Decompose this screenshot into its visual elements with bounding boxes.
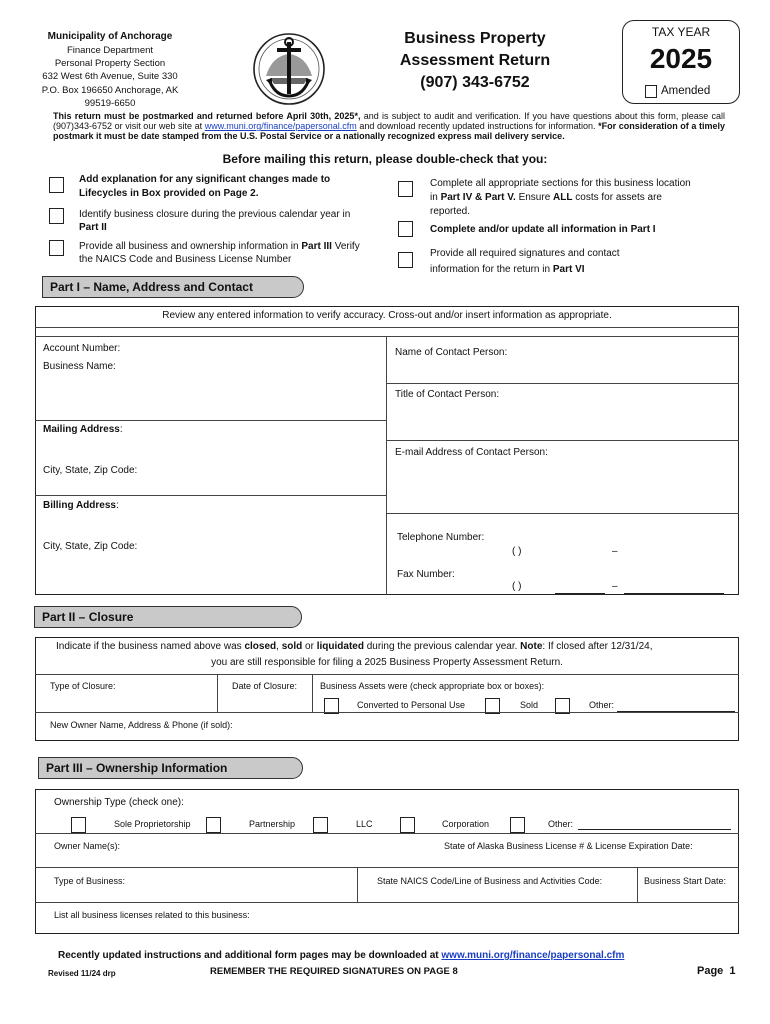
checklist-checkbox[interactable] <box>49 177 64 193</box>
other-ownership-label: Other: <box>548 819 574 829</box>
divider <box>386 336 387 595</box>
new-owner-label: New Owner Name, Address & Phone (if sold): <box>50 720 233 730</box>
part3-title: Part III – Ownership Information <box>38 757 303 779</box>
divider <box>35 712 739 713</box>
intro-postmark-note: *For consideration of a timely postmark it must be date stamped from the U.S. Postal Service or a nationally recognized express mail delivery service. <box>53 121 725 142</box>
part1-title: Part I – Name, Address and Contact <box>42 276 304 298</box>
telephone-label: Telephone Number: <box>397 532 485 543</box>
type-of-closure-label: Type of Closure: <box>50 681 116 691</box>
ownership-type-label: Ownership Type (check one): <box>54 797 184 808</box>
divider <box>637 867 638 902</box>
part2-instr-text: : If closed after 12/31/24, <box>542 641 653 652</box>
part2-instructions <box>56 641 726 652</box>
divider <box>386 513 739 514</box>
checklist-item-text: Provide all required signatures and contact information for the return in <box>430 248 620 275</box>
address-line: Finance Department <box>66 45 154 56</box>
part2-title: Part II – Closure <box>34 606 302 628</box>
converted-label: Converted to Personal Use <box>357 700 466 710</box>
checklist-item-text: Provide all business and ownership information in <box>79 241 302 252</box>
telephone-area-code: ( ) <box>512 546 522 557</box>
tax-year-value: 2025 <box>649 43 713 74</box>
start-date-label: Business Start Date: <box>644 876 727 886</box>
fax-line <box>624 593 724 594</box>
form-title-line: Assessment Return <box>399 52 551 69</box>
part2-instr-text: during the previous calendar year. <box>363 641 521 652</box>
anchor-seal-icon <box>252 32 326 106</box>
contact-title-label: Title of Contact Person: <box>395 389 500 400</box>
checklist-item-emph: Part VI <box>552 264 585 275</box>
form-title <box>380 28 570 94</box>
llc-label: LLC <box>356 819 373 829</box>
divider <box>35 327 739 328</box>
revised-label: Revised 11/24 drp <box>48 969 116 978</box>
fax-dash: – <box>612 581 618 592</box>
checklist-item-emph: Part IV & Part V. <box>440 192 516 203</box>
checklist-checkbox[interactable] <box>49 240 64 256</box>
sep: or <box>302 641 317 652</box>
intro-deadline: This return must be postmarked and returned before April 30th, 2025*, <box>53 111 361 121</box>
checklist-item <box>79 241 369 266</box>
checklist-item-text: Ensure <box>515 192 554 203</box>
checklist-heading: Before mailing this return, please double-check that you: <box>222 152 548 166</box>
checklist-item-text: Complete all appropriate sections for this business location in <box>430 178 691 203</box>
fax-line <box>555 593 605 594</box>
sold-word: sold <box>281 641 303 652</box>
signatures-reminder: REMEMBER THE REQUIRED SIGNATURES ON PAGE 8 <box>210 966 458 977</box>
account-number-label: Account Number: <box>43 343 121 354</box>
mailing-address-text: Mailing Address <box>43 424 120 435</box>
part2-instructions-line2: you are still responsible for filing a 2025 Business Property Assessment Return. <box>211 657 563 668</box>
checklist-checkbox[interactable] <box>398 221 413 237</box>
divider <box>35 867 739 868</box>
part1-review-note: Review any entered information to verify accuracy. Cross-out and/or insert information as appropriate. <box>162 310 612 321</box>
contact-name-label: Name of Contact Person: <box>395 347 508 358</box>
corporation-label: Corporation <box>442 819 490 829</box>
partnership-checkbox[interactable] <box>206 817 221 833</box>
other-ownership-line <box>578 829 731 830</box>
sole-proprietorship-label: Sole Proprietorship <box>114 819 191 829</box>
checklist-checkbox[interactable] <box>398 181 413 197</box>
address-line: 99519-6650 <box>84 97 136 109</box>
checklist-item-emph: Part II <box>79 221 107 233</box>
footer-download-note <box>58 950 624 961</box>
checklist-item-text: Identify business closure during the previous calendar year in <box>79 209 351 220</box>
checklist-item <box>79 209 359 234</box>
form-title-line: Business Property <box>404 30 546 47</box>
contact-email-label: E-mail Address of Contact Person: <box>395 447 548 458</box>
org-address <box>30 44 190 110</box>
other-label: Other: <box>589 700 615 710</box>
checklist-item-text: Verify the NAICS Code and Business License Number <box>79 241 360 265</box>
checklist-item-emph: ALL <box>553 192 573 203</box>
divider <box>217 674 218 712</box>
divider <box>35 420 386 421</box>
state-license-label: State of Alaska Business License # & License Expiration Date: <box>444 841 693 851</box>
corporation-checkbox[interactable] <box>400 817 415 833</box>
checklist-item <box>430 177 700 219</box>
amended-label: Amended <box>661 85 711 97</box>
fax-area-code: ( ) <box>512 581 522 592</box>
mailing-address-label: Mailing Address: <box>43 424 123 435</box>
intro-text-b: and download recently updated instructions for information. <box>356 121 599 132</box>
checklist-item-text: costs for assets are reported. <box>430 192 662 217</box>
divider <box>357 867 358 902</box>
divider <box>35 495 386 496</box>
footer-link[interactable]: www.muni.org/finance/papersonal.cfm <box>441 950 625 961</box>
tax-year-label: TAX YEAR <box>651 25 711 39</box>
fax-label: Fax Number: <box>397 569 455 580</box>
telephone-dash: – <box>612 546 618 557</box>
partnership-label: Partnership <box>249 819 296 829</box>
divider <box>312 674 313 712</box>
footer-text: Recently updated instructions and additional form pages may be downloaded at <box>58 950 442 961</box>
checklist-item-emph: Part III <box>301 241 332 252</box>
form-phone: (907) 343-6752 <box>420 74 530 91</box>
intro-text-a: and is subject to audit and verification. If you have questions about this form, please call (907)343-6752 or visit our web site at <box>53 111 725 132</box>
sole-proprietorship-checkbox[interactable] <box>71 817 86 833</box>
tax-year-box <box>622 20 740 104</box>
address-line: P.O. Box 196650 Anchorage, AK <box>41 84 179 96</box>
city-state-zip-label: City, State, Zip Code: <box>43 465 138 476</box>
type-of-business-label: Type of Business: <box>54 876 126 886</box>
billing-address-label: Billing Address: <box>43 500 119 511</box>
address-line: Personal Property Section <box>54 58 166 70</box>
intro-text <box>53 111 725 142</box>
divider <box>35 336 739 337</box>
business-assets-label: Business Assets were (check appropriate box or boxes): <box>320 681 545 691</box>
amended-checkbox[interactable] <box>645 85 657 98</box>
date-of-closure-label: Date of Closure: <box>232 681 298 691</box>
other-ownership-checkbox[interactable] <box>510 817 525 833</box>
divider <box>35 833 739 834</box>
divider <box>35 674 739 675</box>
checklist-checkbox[interactable] <box>49 208 64 224</box>
sold-label: Sold <box>520 700 539 710</box>
address-line: 632 West 6th Avenue, Suite 330 <box>42 71 178 83</box>
note-word: Note <box>520 641 543 652</box>
org-name: Municipality of Anchorage <box>47 31 173 42</box>
city-state-zip-label: City, State, Zip Code: <box>43 541 138 552</box>
checklist-checkbox[interactable] <box>398 252 413 268</box>
liquidated-word: liquidated <box>316 641 364 652</box>
checklist-item: Add explanation for any significant changes made to Lifecycles in Box provided on Page 2. <box>79 174 331 199</box>
closed-word: closed <box>244 641 277 652</box>
business-name-label: Business Name: <box>43 361 116 372</box>
checklist-item <box>430 246 670 278</box>
owner-names-label: Owner Name(s): <box>54 841 121 851</box>
naics-label: State NAICS Code/Line of Business and Activities Code: <box>377 876 603 886</box>
llc-checkbox[interactable] <box>313 817 328 833</box>
part1-frame <box>35 306 739 595</box>
divider <box>35 902 739 903</box>
page-number: Page 1 <box>697 965 736 977</box>
instructions-link[interactable]: www.muni.org/finance/papersonal.cfm <box>204 121 357 132</box>
part2-instr-text: Indicate if the business named above was <box>56 641 245 652</box>
divider <box>386 383 739 384</box>
licenses-label: List all business licenses related to this business: <box>54 910 250 920</box>
billing-address-text: Billing Address <box>43 500 116 511</box>
checklist-item: Complete and/or update all information in Part I <box>430 224 656 235</box>
divider <box>386 440 739 441</box>
sep: , <box>276 641 282 652</box>
